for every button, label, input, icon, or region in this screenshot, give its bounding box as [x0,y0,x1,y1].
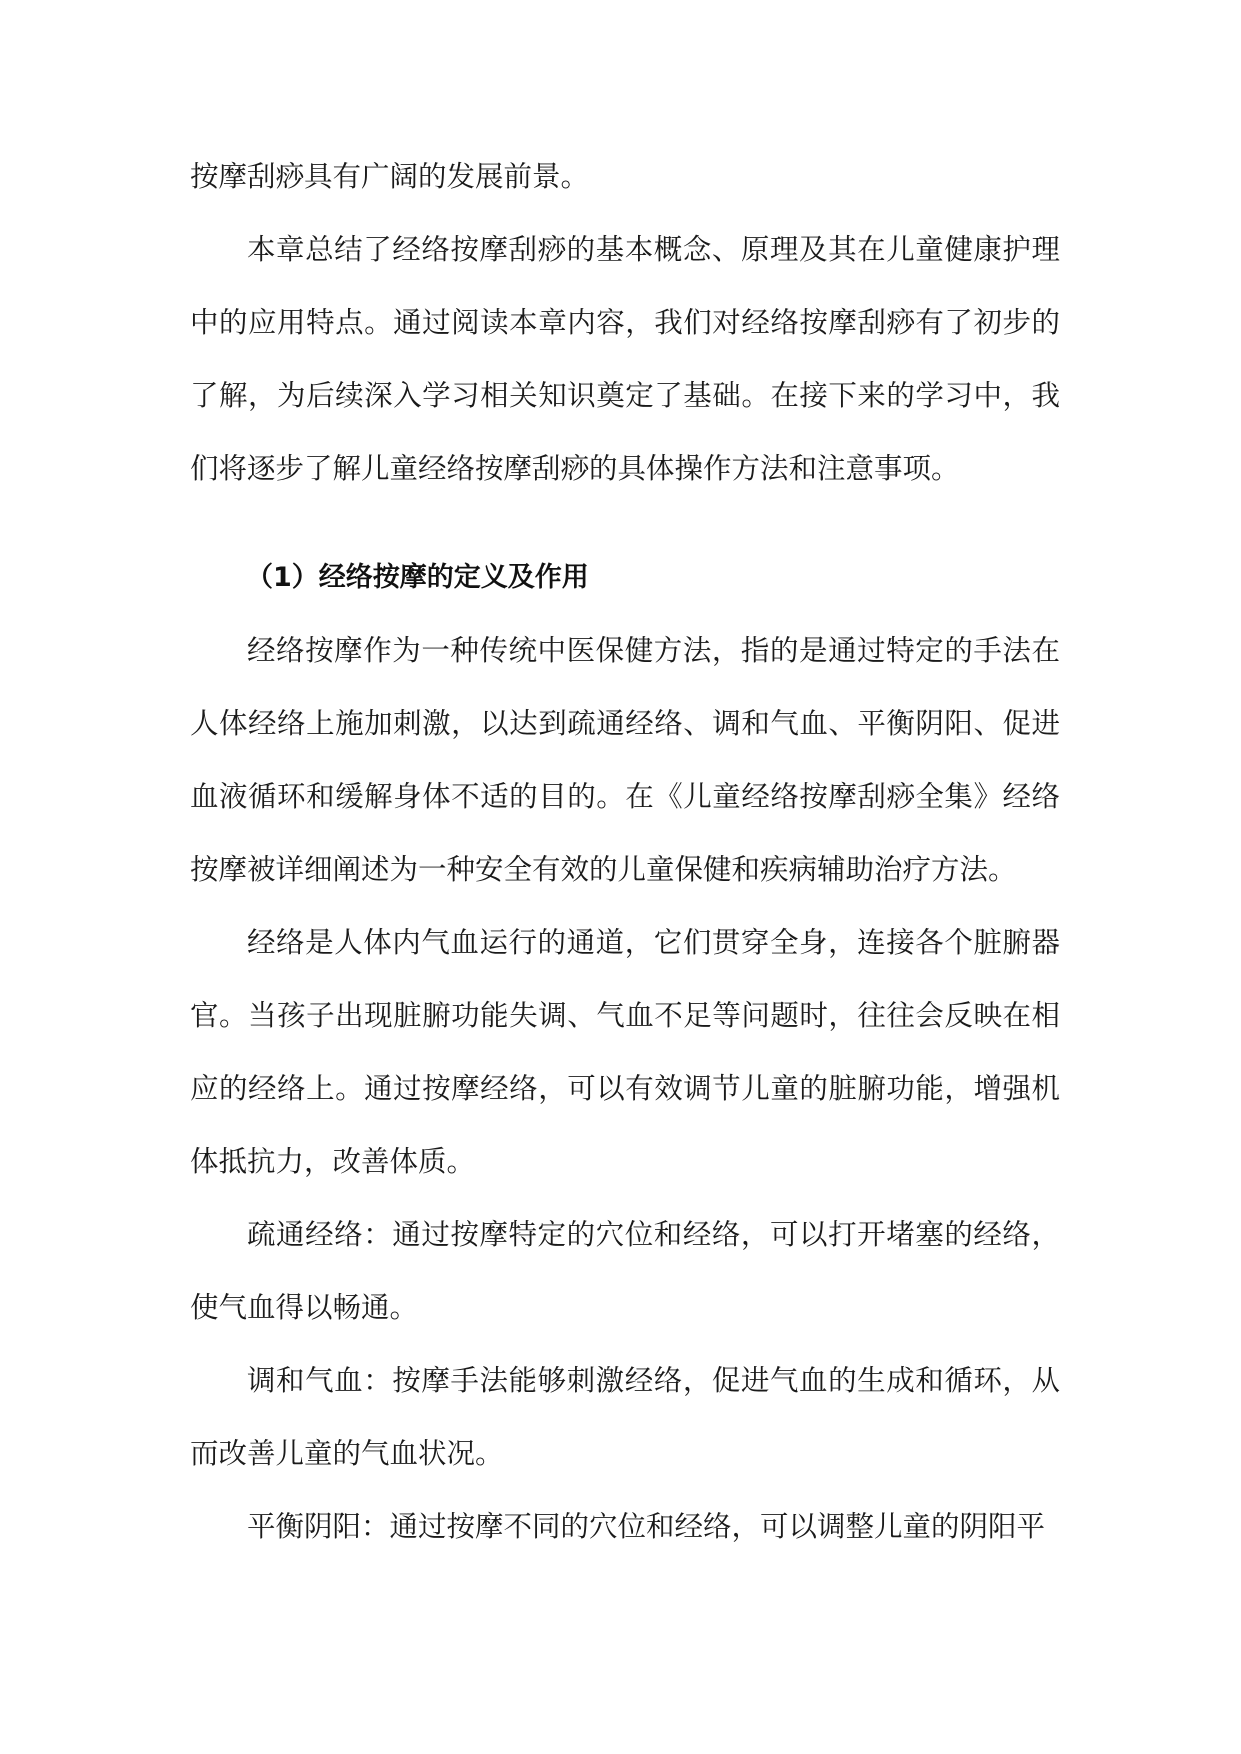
paragraph: 经络是人体内气血运行的通道，它们贯穿全身，连接各个脏腑器官。当孩子出现脏腑功能失调、气血不足等问题时，往往会反映在相应的经络上。通过按摩经络，可以有效调节儿童的脏腑功能，增强机体抵抗力，改善体质。 [190,926,1060,1178]
paragraph: 本章总结了经络按摩刮痧的基本概念、原理及其在儿童健康护理中的应用特点。通过阅读本章内容，我们对经络按摩刮痧有了初步的了解，为后续深入学习相关知识奠定了基础。在接下来的学习中，我们将逐步了解儿童经络按摩刮痧的具体操作方法和注意事项。 [190,233,1060,485]
body-text [190,140,1060,1563]
paragraph: 经络按摩作为一种传统中医保健方法，指的是通过特定的手法在人体经络上施加刺激，以达到疏通经络、调和气血、平衡阴阳、促进血液循环和缓解身体不适的目的。在《儿童经络按摩刮痧全集》经络按摩被详细阐述为一种安全有效的儿童保健和疾病辅助治疗方法。 [190,634,1060,886]
paragraph: 按摩刮痧具有广阔的发展前景。 [190,160,590,193]
section-heading: （1）经络按摩的定义及作用 [246,562,589,593]
paragraph: 疏通经络：通过按摩特定的穴位和经络，可以打开堵塞的经络，使气血得以畅通。 [190,1218,1060,1324]
paragraph: 调和气血：按摩手法能够刺激经络，促进气血的生成和循环，从而改善儿童的气血状况。 [190,1364,1060,1470]
section-gap [190,505,1060,541]
paragraph: 平衡阴阳：通过按摩不同的穴位和经络，可以调整儿童的阴阳平 [247,1510,1046,1543]
